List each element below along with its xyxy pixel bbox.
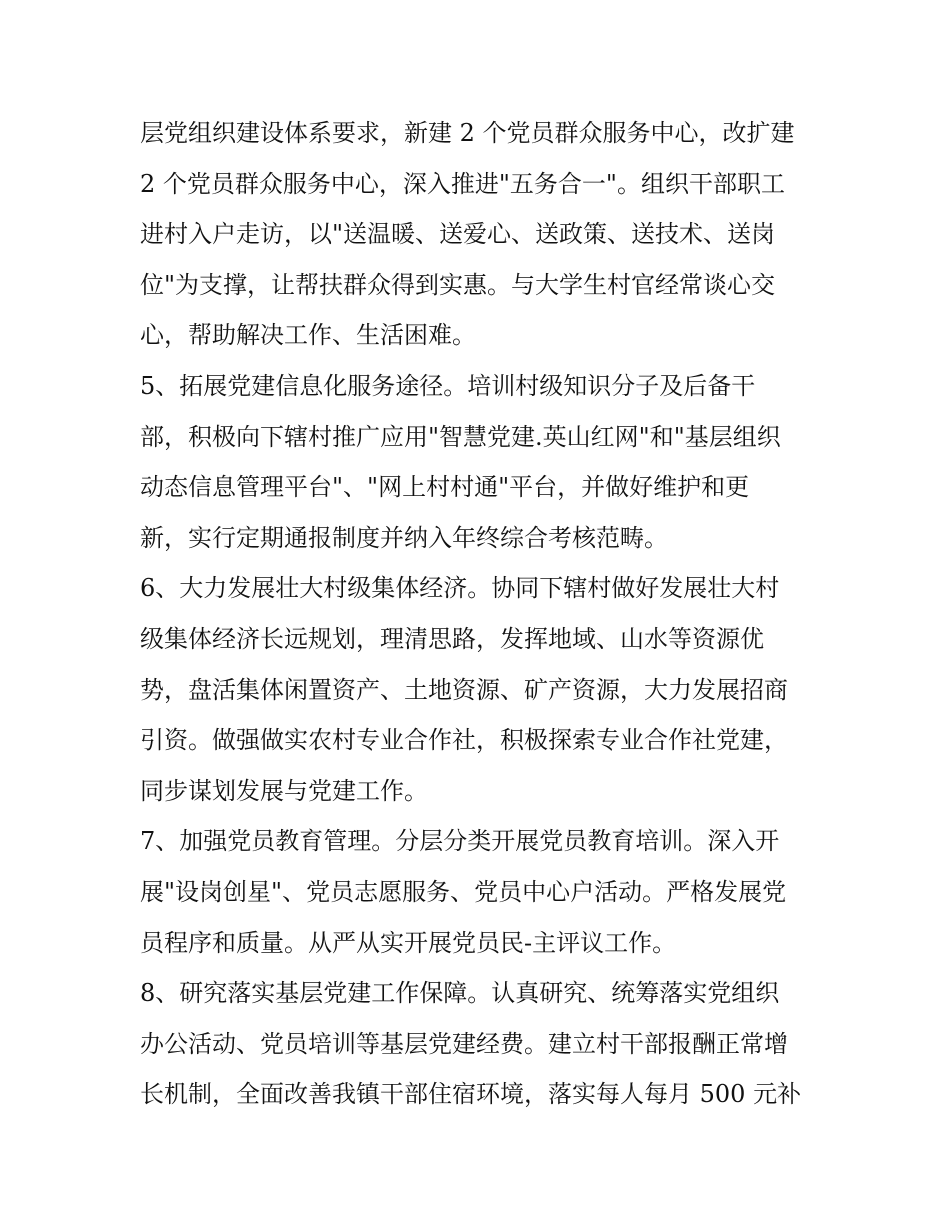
text-line: 8、研究落实基层党建工作保障。认真研究、统筹落实党组织	[140, 979, 780, 1008]
text-line: 员程序和质量。从严从实开展党员民-主评议工作。	[140, 928, 677, 957]
text-line: 6、大力发展壮大村级集体经济。协同下辖村做好发展壮大村	[140, 574, 780, 603]
text-line: 5、拓展党建信息化服务途径。培训村级知识分子及后备干	[140, 371, 756, 400]
text-line: 部，积极向下辖村推广应用"智慧党建.英山红网"和"基层组织	[140, 422, 781, 451]
text-line: 引资。做强做实农村专业合作社，积极探索专业合作社党建，	[140, 726, 788, 755]
text-line: 位"为支撑，让帮扶群众得到实惠。与大学生村官经常谈心交	[140, 270, 776, 299]
document-body	[140, 108, 820, 1120]
text-line: 办公活动、党员培训等基层党建经费。建立村干部报酬正常增	[140, 1029, 788, 1058]
text-line: 级集体经济长远规划，理清思路，发挥地域、山水等资源优	[140, 624, 764, 653]
text-line: 长机制，全面改善我镇干部住宿环境，落实每人每月 500 元补	[140, 1080, 802, 1109]
text-line: 势，盘活集体闲置资产、土地资源、矿产资源，大力发展招商	[140, 675, 788, 704]
text-line: 7、加强党员教育管理。分层分类开展党员教育培训。深入开	[140, 827, 780, 856]
text-line: 心，帮助解决工作、生活困难。	[140, 321, 476, 350]
text-line: 展"设岗创星"、党员志愿服务、党员中心户活动。严格发展党	[140, 877, 787, 906]
text-line: 同步谋划发展与党建工作。	[140, 776, 428, 805]
text-line: 层党组织建设体系要求，新建 2 个党员群众服务中心，改扩建	[140, 119, 795, 147]
text-line: 动态信息管理平台"、"网上村村通"平台，并做好维护和更	[140, 473, 750, 502]
text-line: 2 个党员群众服务中心，深入推进"五务合一"。组织干部职工	[140, 169, 785, 198]
text-line: 新，实行定期通报制度并纳入年终综合考核范畴。	[140, 523, 668, 552]
text-line: 进村入户走访，以"送温暖、送爱心、送政策、送技术、送岗	[140, 220, 776, 249]
